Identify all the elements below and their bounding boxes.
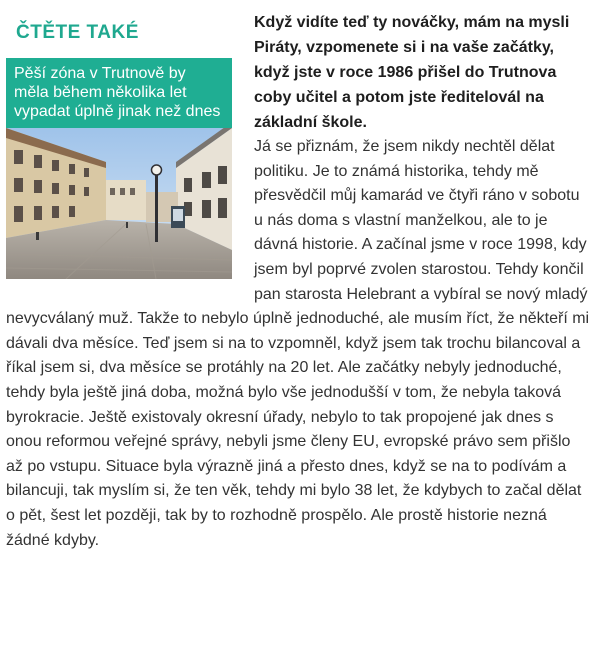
related-article-link[interactable] — [6, 58, 232, 279]
related-article-photo[interactable] — [6, 128, 232, 279]
related-articles-heading: ČTĚTE TAKÉ — [16, 22, 139, 43]
article-paragraph: Já se přiznám, že jsem nikdy nechtěl dělat politiku. Je to známá historika, tehdy mě přesvědčil můj kamarád ve čtyři ráno v sobotu u nás doma s vlastní manželkou, ale to je dávná historie. A začínal jsme v roce 1998, kdy jsem byl poprvé zvolen starostou. Tehdy končil pan starosta Helebrant a vybíral se nový mladý nevycválaný muž. Takže to nebylo úplně jednoduché, ale musím říct, že někteří mi dávali dva měsíce. Teď jsem si na to vzpomněl, když jsem tak trochu bilancoval a říkal jsem si, dva měsíce se protáhly na 20 let. Ale začátky nebyly jednoduché, tehdy byla ještě jiná doba, možná bylo vše jednodušší v tom, že nebyla taková byrokracie. Ještě existovaly okresní úřady, nebylo to tak propojené jak dnes s onou reformou veřejné správy, nebyli jsme členy EU, evropské právo sem přišlo až po vstupu. Situace byla výrazně jiná a přesto dnes, když se na to podívám a bilancuji, tak myslím si, že ten věk, tehdy mi bylo 38 let, že kdybych to začal dělat o pět, šest let později, tak by to rozhodně prospělo. Ale prostě historie nezná žádné kdyby. — [6, 138, 590, 549]
article-lead: Když vidíte teď ty nováčky, mám na mysli Piráty, vzpomenete si i na vaše začátky, když jste v roce 1986 přišel do Trutnova coby učitel a potom jste ředitelovál na základní škole. — [254, 14, 570, 131]
related-article-headline[interactable]: Pěší zóna v Trutnově by měla během několika let vypadat úplně jinak než dnes — [6, 58, 232, 128]
related-articles-box — [6, 12, 232, 279]
photo-lamp-post — [155, 172, 158, 242]
